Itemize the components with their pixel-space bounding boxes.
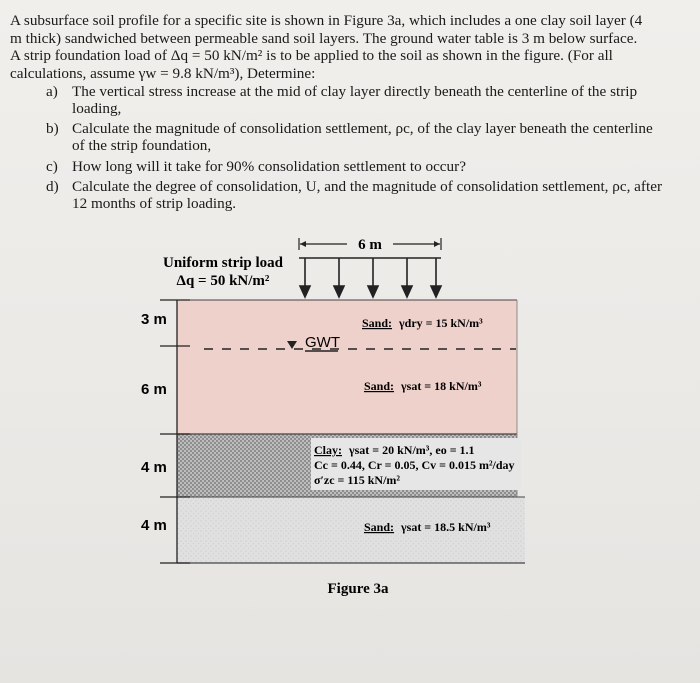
question-text: 12 months of strip loading. — [72, 194, 237, 212]
layer-1-annotation — [362, 316, 483, 330]
layer-property: γsat = 20 kN/m³, eo = 1.1 — [349, 443, 475, 457]
layer-property: Cc = 0.44, Cr = 0.05, Cv = 0.015 m²/day — [314, 458, 515, 472]
intro-line: A strip foundation load of Δq = 50 kN/m² is to be applied to the soil as shown in the figure. (For all — [10, 47, 613, 64]
layer-property: γsat = 18.5 kN/m³ — [401, 520, 491, 534]
intro-line: A subsurface soil profile for a specific site is shown in Figure 3a, which includes a one clay soil layer (4 — [10, 12, 643, 29]
question-text: The vertical stress increase at the mid of clay layer directly beneath the centerline of the strip — [72, 83, 638, 100]
depth-label: 4 m — [141, 517, 167, 534]
figure-caption: Figure 3a — [327, 581, 389, 597]
depth-label: 6 m — [141, 381, 167, 398]
question-label: d) — [46, 178, 59, 195]
width-label: 6 m — [358, 237, 382, 253]
layer-4-annotation — [364, 520, 491, 534]
layer-property: σ′zc = 115 kN/m² — [314, 473, 400, 487]
strip-load-arrows — [299, 258, 441, 297]
load-title: Uniform strip load — [163, 255, 283, 271]
layer-name: Sand: — [364, 379, 395, 393]
question-label: c) — [46, 158, 58, 175]
depth-label: 3 m — [141, 311, 167, 328]
layer-property: γdry = 15 kN/m³ — [399, 316, 483, 330]
gwt-label: GWT — [305, 334, 340, 351]
layer-name: Clay: — [314, 443, 342, 457]
question-text: of the strip foundation, — [72, 136, 212, 154]
question-text: How long will it take for 90% consolidation settlement to occur? — [72, 158, 466, 175]
layer-3-annotation — [314, 443, 475, 457]
question-label: a) — [46, 83, 58, 100]
question-text: Calculate the degree of consolidation, U, and the magnitude of consolidation settlement, ρc, after — [72, 178, 662, 195]
question-label: b) — [46, 120, 59, 137]
depth-label: 4 m — [141, 459, 167, 476]
layer-name: Sand: — [362, 316, 393, 330]
intro-line: calculations, assume γw = 9.8 kN/m³), Determine: — [10, 64, 316, 82]
load-value: Δq = 50 kN/m² — [176, 273, 270, 289]
question-text: Calculate the magnitude of consolidation settlement, ρc, of the clay layer beneath the centerline — [72, 120, 653, 137]
layer-name: Sand: — [364, 520, 395, 534]
layer-2-annotation — [364, 379, 482, 393]
question-text: loading, — [72, 99, 122, 117]
layer-property: γsat = 18 kN/m³ — [401, 379, 482, 393]
intro-line: m thick) sandwiched between permeable sand soil layers. The ground water table is 3 m below surface. — [10, 29, 638, 47]
